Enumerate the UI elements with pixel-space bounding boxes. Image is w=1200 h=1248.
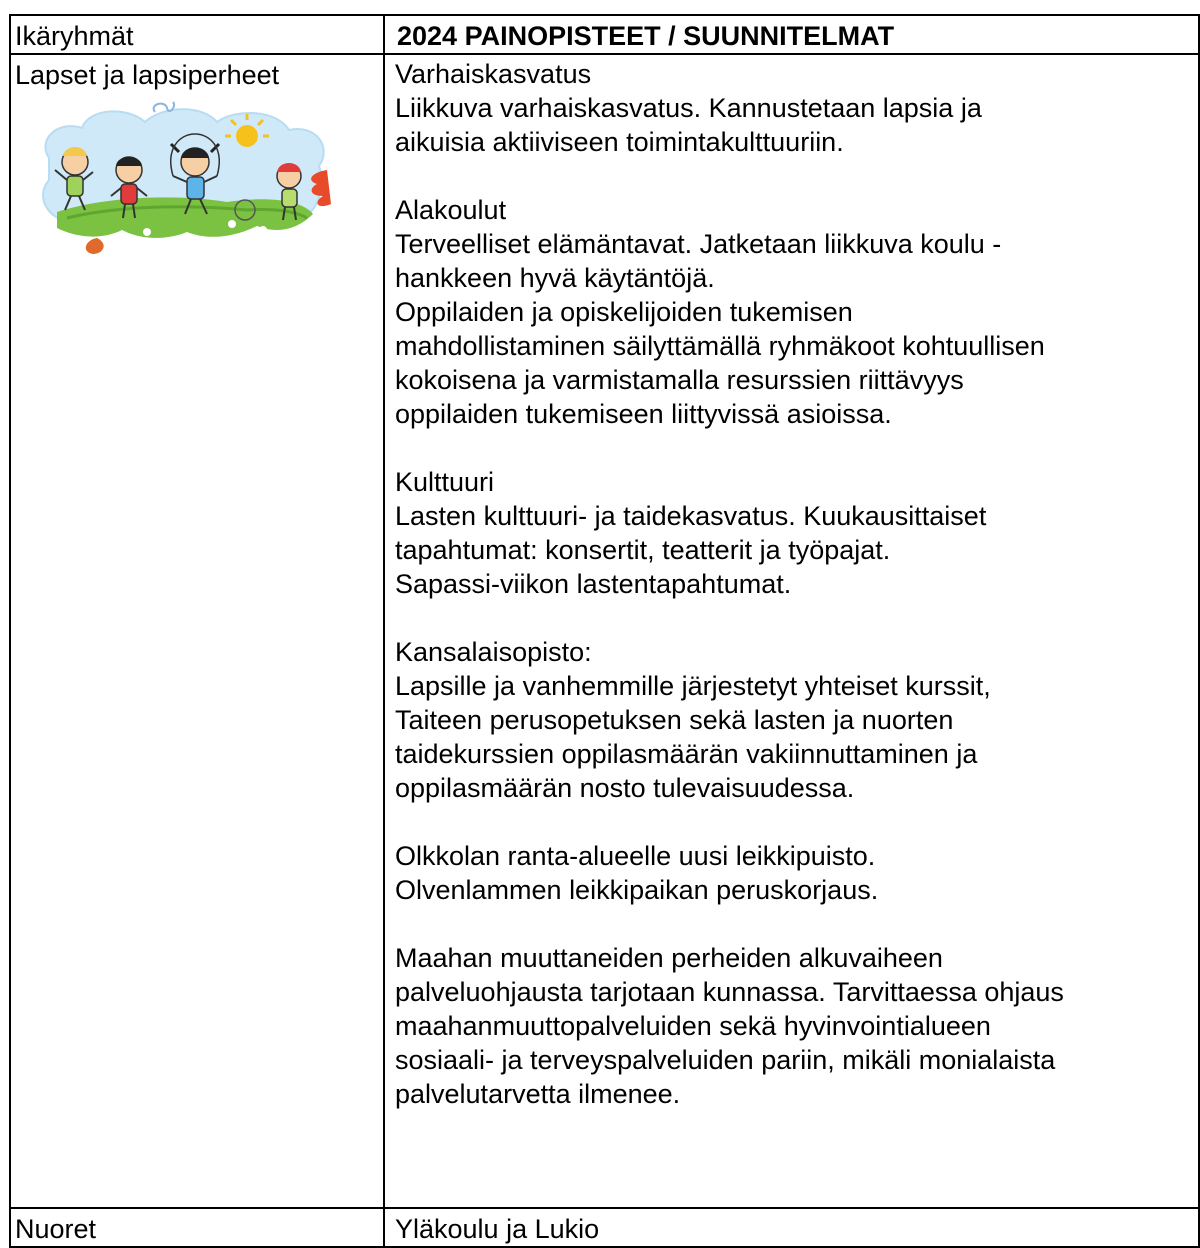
priority-block — [395, 465, 1194, 601]
block-text-line: Lapsille ja vanhemmille järjestetyt yhteiset kurssit, — [395, 671, 991, 701]
block-text-line: Oppilaiden ja opiskelijoiden tukemisen — [395, 297, 853, 327]
age-group-cell — [10, 54, 384, 1208]
age-group-label: Nuoret — [15, 1214, 97, 1244]
block-text-line: oppilasmäärän nosto tulevaisuudessa. — [395, 773, 855, 803]
block-text-line: Sapassi-viikon lastentapahtumat. — [395, 569, 792, 599]
priorities-table — [9, 14, 1200, 1248]
block-text-line: hankkeen hyvä käytäntöjä. — [395, 263, 715, 293]
block-text-line: tapahtumat: konsertit, teatterit ja työpajat. — [395, 535, 891, 565]
block-heading: Kansalaisopisto: — [395, 637, 592, 667]
priorities-content — [385, 55, 1198, 1111]
priorities-cell — [384, 54, 1199, 1208]
block-text-line: maahanmuuttopalveluiden sekä hyvinvointialueen — [395, 1011, 991, 1041]
block-text-line: Terveelliset elämäntavat. Jatketaan liikkuva koulu - — [395, 229, 1002, 259]
header-priorities: 2024 PAINOPISTEET / SUUNNITELMAT — [397, 21, 895, 51]
block-text-line: mahdollistaminen säilyttämällä ryhmäkoot kohtuullisen — [395, 331, 1045, 361]
children-playing-illustration — [27, 100, 339, 260]
block-text-line: Taiteen perusopetuksen sekä lasten ja nuorten — [395, 705, 954, 735]
block-heading: Varhaiskasvatus — [395, 59, 592, 89]
age-group-cell — [10, 1208, 384, 1247]
block-text-line: aikuisia aktiiviseen toimintakulttuuriin. — [395, 127, 844, 157]
block-heading: Olkkolan ranta-alueelle uusi leikkipuisto. — [395, 841, 876, 871]
block-text-line: palveluohjausta tarjotaan kunnassa. Tarvittaessa ohjaus — [395, 977, 1064, 1007]
header-cell-priorities — [384, 15, 1199, 54]
block-text-line: Olvenlammen leikkipaikan peruskorjaus. — [395, 875, 879, 905]
block-heading: Maahan muuttaneiden perheiden alkuvaiheen — [395, 943, 943, 973]
priorities-cell — [384, 1208, 1199, 1247]
block-heading: Kulttuuri — [395, 467, 495, 497]
block-heading: Alakoulut — [395, 195, 507, 225]
block-text-line: Lasten kulttuuri- ja taidekasvatus. Kuukausittaiset — [395, 501, 987, 531]
priority-block — [395, 635, 1194, 805]
block-text-line: palvelutarvetta ilmenee. — [395, 1079, 681, 1109]
section-heading: Yläkoulu ja Lukio — [395, 1214, 600, 1244]
header-cell-age-groups — [10, 15, 384, 54]
priority-block — [395, 941, 1194, 1111]
age-group-label: Lapset ja lapsiperheet — [15, 60, 280, 90]
table-header-row — [10, 15, 1199, 54]
priority-block — [395, 193, 1194, 431]
block-text-line: oppilaiden tukemiseen liittyvissä asioissa. — [395, 399, 892, 429]
priority-block — [395, 839, 1194, 907]
block-text-line: sosiaali- ja terveyspalveluiden pariin, mikäli monialaista — [395, 1045, 1056, 1075]
table-row-youth — [10, 1208, 1199, 1247]
block-text-line: taidekurssien oppilasmäärän vakiinnuttaminen ja — [395, 739, 978, 769]
header-age-groups: Ikäryhmät — [15, 21, 134, 51]
block-text-line: kokoisena ja varmistamalla resurssien riittävyys — [395, 365, 964, 395]
table-row-children-families — [10, 54, 1199, 1208]
priority-block — [395, 57, 1194, 159]
block-text-line: Liikkuva varhaiskasvatus. Kannustetaan lapsia ja — [395, 93, 982, 123]
